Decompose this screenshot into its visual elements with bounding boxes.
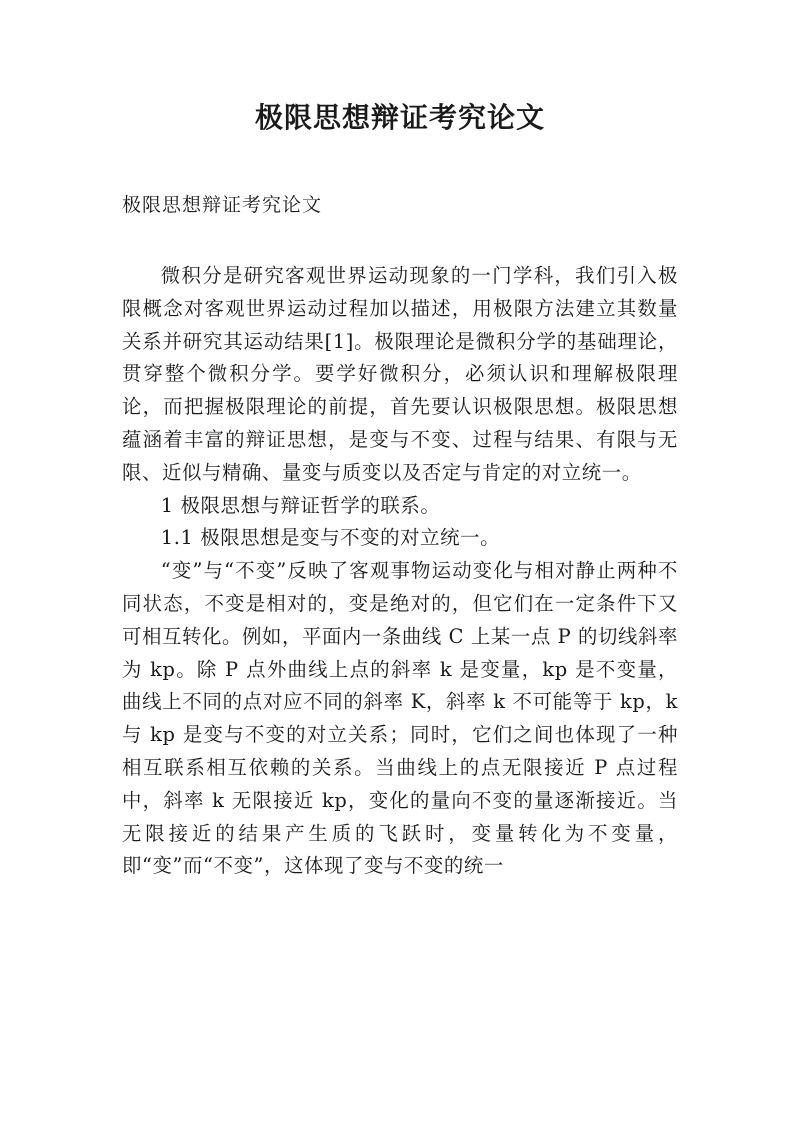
document-title: 极限思想辩证考究论文	[254, 101, 545, 134]
document-body	[122, 260, 678, 883]
paragraph-intro: 微积分是研究客观世界运动现象的一门学科，我们引入极限概念对客观世界运动过程加以描述，用极限方法建立其数量关系并研究其运动结果[1]。极限理论是微积分学的基础理论，贯穿整个微积分学。要学好微积分，必须认识和理解极限理论，而把握极限理论的前提，首先要认识极限思想。极限思想蕴涵着丰富的辩证思想，是变与不变、过程与结果、有限与无限、近似与精确、量变与质变以及否定与肯定的对立统一。	[122, 264, 678, 484]
document-subtitle: 极限思想辩证考究论文	[122, 194, 323, 216]
section-heading-1: 1 极限思想与辩证哲学的联系。	[160, 493, 441, 517]
section-heading-1-1: 1.1 极限思想是变与不变的对立统一。	[160, 526, 501, 550]
paragraph-change-invariance: “变”与“不变”反映了客观事物运动变化与相对静止两种不同状态，不变是相对的，变是绝对的，但它们在一定条件下又可相互转化。例如，平面内一条曲线 C 上某一点 P 的切线斜率为 kp。除 P 点外曲线上点的斜率 k 是变量，kp 是不变量，曲线上不同的点对应不同的斜率 K，斜率 k 不可能等于 kp，k 与 kp 是变与不变的对立关系；同时，它们之间也体现了一种相互联系相互依赖的关系。当曲线上的点无限接近 P 点过程中，斜率 k 无限接近 kp，变化的量向不变的量逐渐接近。当无限接近的结果产生质的飞跃时，变量转化为不变量，即“变”而“不变”，这体现了变与不变的统一	[122, 559, 678, 878]
